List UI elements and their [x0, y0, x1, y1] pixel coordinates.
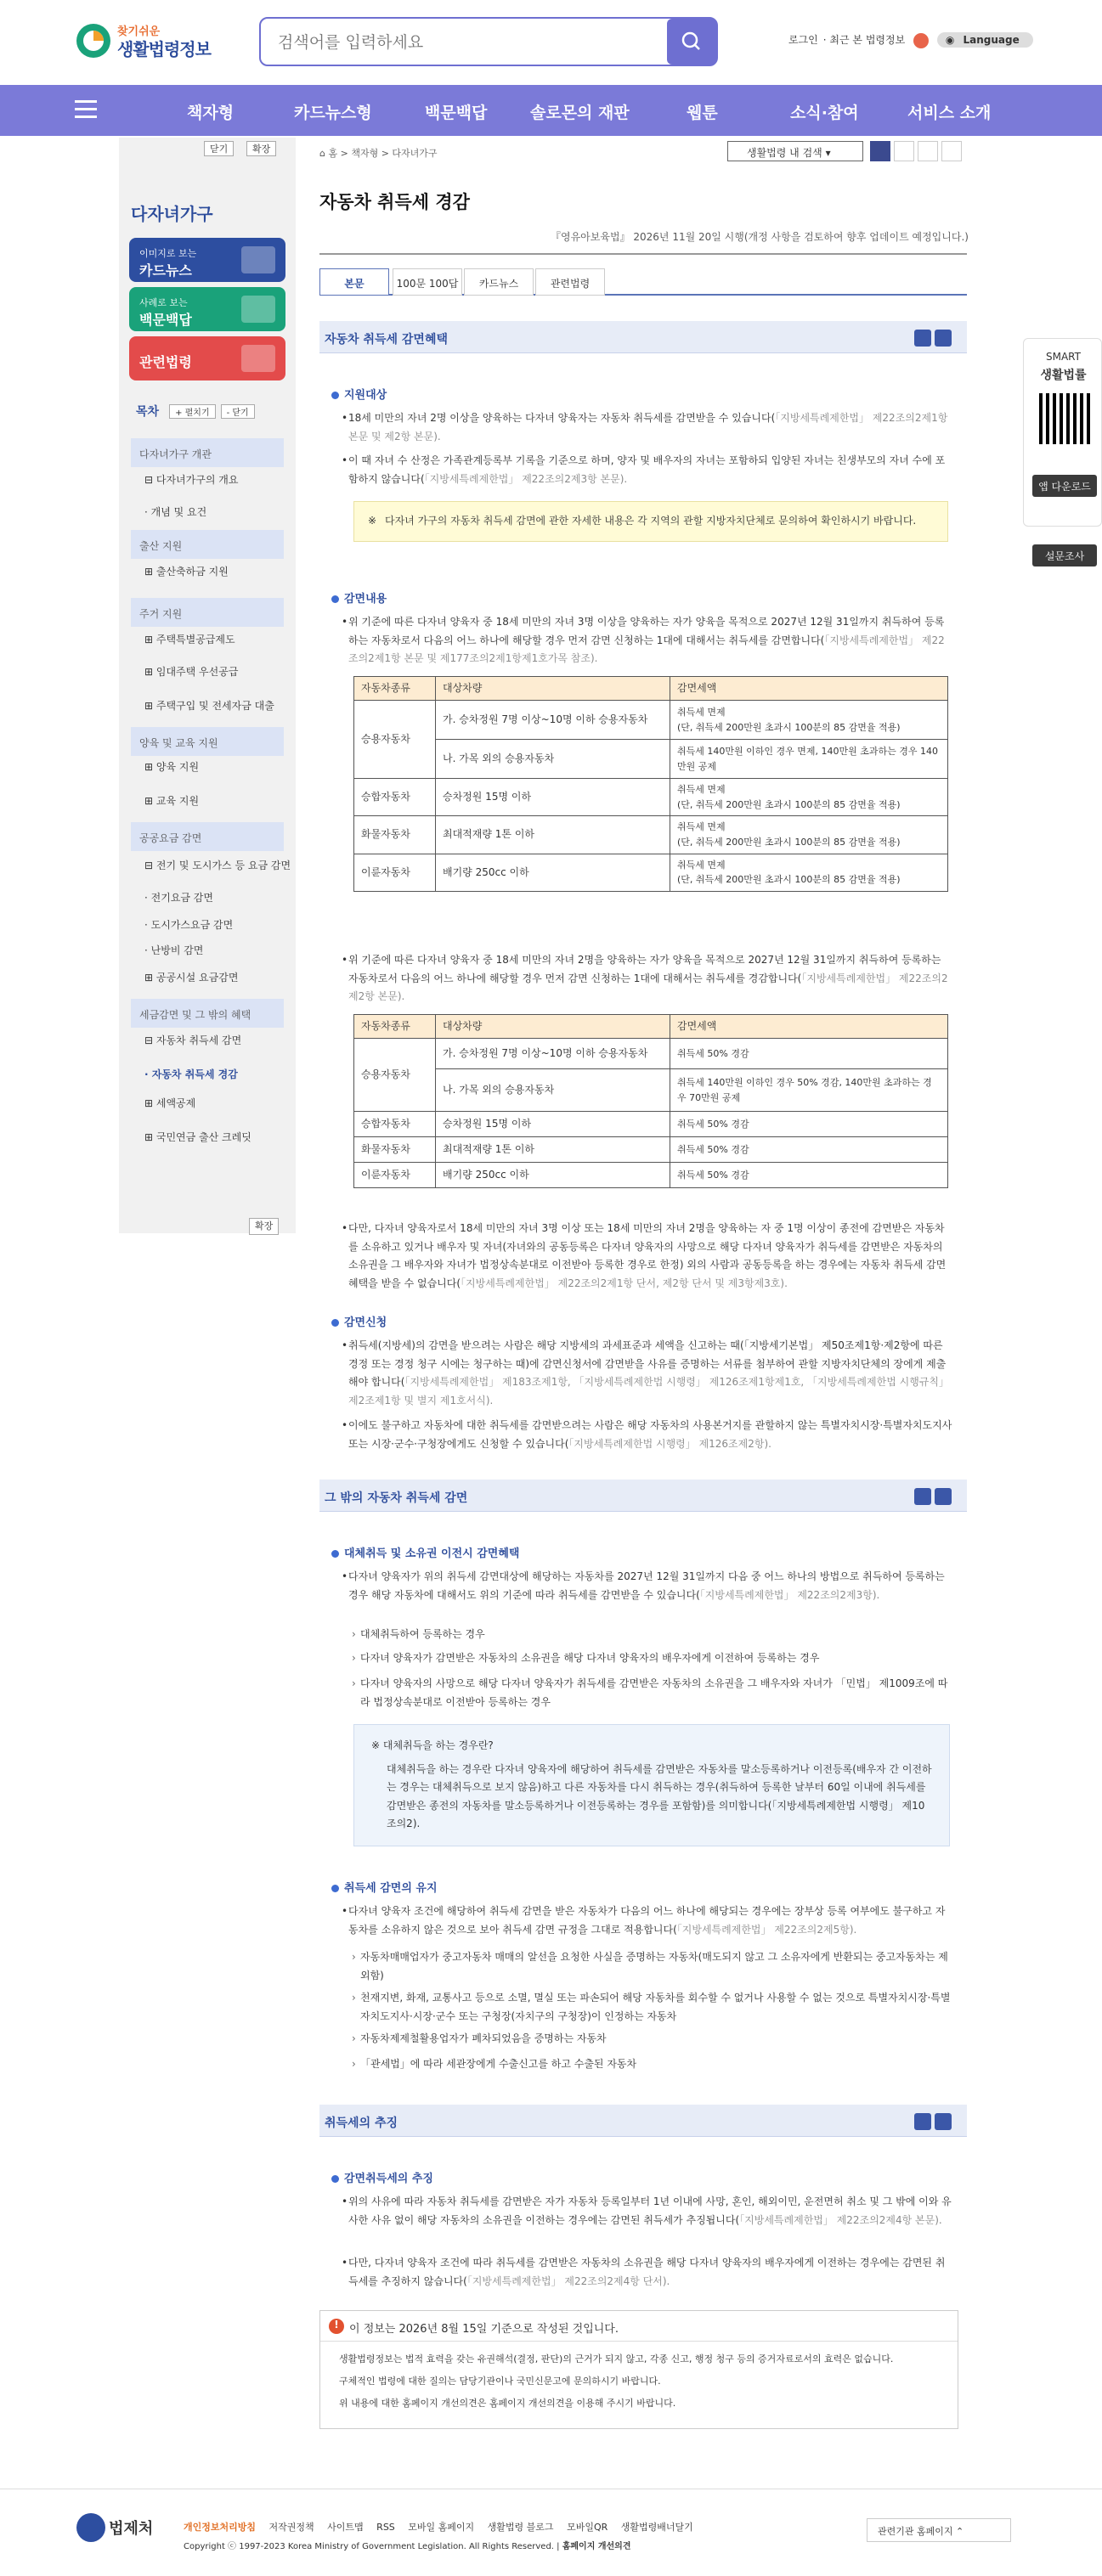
star-icon[interactable]	[935, 2113, 952, 2130]
recent-count-icon	[913, 33, 929, 48]
login-link[interactable]: 로그인	[788, 34, 818, 46]
toc-item[interactable]: · 전기요금 감면	[144, 892, 213, 904]
list-item: › 자동차제제철활용업자가 폐차되었음을 증명하는 자동차	[360, 2030, 953, 2049]
law-icon	[241, 345, 275, 372]
benefit-table-1: 자동차종류 대상차량 감면세액 승용자동차 가. 승차정원 7명 이상~10명 이하 승용자동차 취득세 면제 (단, 취득세 200만원 초과시 100분의 85 감면율 적용) 나. 가목 외의 승용자동차 취득세 140만원 이하인 경우 면제, 140만원 초과하는 경우 140만원 공제 승합자동차 승차정원 15명 이하 취득세 면제 (단, 취득세 200만원 초과시 100분의 85 감면율 적용) 화물자동차 최대적재량 1톤 이하 취득세 면제 (단, 취득세 200만원 초과시 100분의 85 감면율 적용) 이륜자동차 배기량 250cc 이하 취득세 면제 (단, 취득세 200만원 초과시 100분의 85 감면율 적용)	[353, 676, 948, 892]
paragraph: • 취득세(지방세)의 감면을 받으려는 사람은 해당 지방세의 과세표준과 세액을 신고하는 때(「지방세기본법」 제50조제1항·제2항에 따른 경정 또는 경정 청구 시에는 청구하는 때)에 감면신청서에 감면받을 사유를 증명하는 서류를 첨부하여 관할 지방자치단체의 장에게 제출해야 합니다(「지방세특례제한법」 제183조제1항, 「지방세특례제한법 시행령」 제126조제1항제1호, 「지방세특례제한법 시행규칙」 제2조제1항 및 별지 제1호서식).	[348, 1337, 953, 1410]
toc-item[interactable]: · 개념 및 요건	[144, 506, 207, 518]
search-button[interactable]	[667, 19, 716, 65]
nav-cardnews[interactable]: 카드뉴스형	[294, 104, 372, 122]
toc-item[interactable]: ⊞ 세액공제	[144, 1097, 196, 1109]
toc-close-button[interactable]: - 닫기	[221, 404, 255, 419]
nav-book[interactable]: 책자형	[187, 104, 235, 122]
header	[0, 0, 1102, 85]
logo-icon	[75, 22, 112, 59]
toc-item[interactable]: · 도시가스요금 감면	[144, 919, 234, 931]
feedback-link[interactable]: 홈페이지 개선의견	[562, 2542, 631, 2551]
subsection-title: 취득세 감면의 유지	[331, 1879, 438, 1895]
recent-link[interactable]: 최근 본 법령정보	[829, 34, 906, 46]
footer-link[interactable]: 모바일QR	[567, 2522, 608, 2533]
footer-link[interactable]: 모바일 홈페이지	[408, 2522, 475, 2533]
paragraph: • 다자녀 양육자가 위의 취득세 감면대상에 해당하는 자동차를 2027년 12월 31일까지 다음 중 어느 하나의 방법으로 취득하여 등록하는 경우 해당 자동차에 대해서도 위의 기준에 따라 취득세를 감면받을 수 있습니다(「지방세특례제한법」 제22조의2제3항).	[348, 1568, 953, 1604]
footer	[0, 2489, 1102, 2576]
menu-icon[interactable]	[75, 100, 97, 119]
subsection-title: 감면내용	[331, 589, 387, 606]
paragraph: • 다자녀 양육자 조건에 해당하여 취득세 감면을 받은 자동차가 다음의 어느 하나에 해당되는 경우에는 장부상 등록 여부에도 불구하고 자동차를 소유하지 않은 것으로 보아 취득세 감면 규정을 그대로 적용합니다(「지방세특례제한법」 제22조의2제5항).	[348, 1902, 953, 1939]
cardnews-card[interactable]: 이미지로 보는 카드뉴스	[129, 238, 285, 282]
share-icon[interactable]	[870, 141, 890, 161]
divider	[319, 253, 967, 255]
info-box: ! 이 정보는 2026년 8월 15일 기준으로 작성된 것입니다. 생활법령정보는 법적 효력을 갖는 유권해석(결정, 판단)의 근거가 되지 않고, 각종 신고, 행정 청구 등의 증거자료로서의 효력은 없습니다. 구체적인 법령에 대한 질의는 담당기관이나 국민신문고에 문의하시기 바랍니다. 위 내용에 대한 홈페이지 개선의견은 홈페이지 개선의견을 이용해 주시기 바랍니다.	[319, 2310, 958, 2429]
tab-related-law[interactable]: 관련법령	[535, 268, 605, 296]
tab-body[interactable]: 본문	[319, 268, 389, 296]
toc-section[interactable]: 출산 지원	[131, 530, 284, 559]
paragraph: • 이 때 자녀 수 산정은 가족관계등록부 기록을 기준으로 하며, 양자 및 배우자의 자녀는 포함하되 입양된 자녀는 친생부모의 자녀 수에 포함하지 않습니다(「지방세특례제한법」 제22조의2제3항 본문).	[348, 452, 953, 488]
list-item: › 천재지변, 화재, 교통사고 등으로 소멸, 멸실 또는 파손되어 해당 자동차를 회수할 수 없거나 사용할 수 없는 것으로 특별자치시장·특별자치도지사·시장·군수 또는 구청장(자치구의 구청장)이 인정하는 자동차	[360, 1989, 953, 2026]
tab-100qna[interactable]: 100문 100답	[393, 268, 462, 296]
paragraph: • 위의 사유에 따라 자동차 취득세를 감면받은 자가 자동차 등록일부터 1년 이내에 사망, 혼인, 해외이민, 운전면허 취소 및 그 밖에 이와 유사한 사유 없이 해당 자동차의 소유권을 이전하는 경우에는 감면된 취득세가 추징됩니다(「지방세특례제한법」 제22조의2제4항 본문).	[348, 2193, 953, 2229]
footer-link[interactable]: 저작권정책	[268, 2522, 314, 2533]
home-icon[interactable]: ⌂	[319, 148, 329, 159]
sidebar-expand-button[interactable]: 확장	[246, 141, 276, 156]
definition-box: ※ 대체취득을 하는 경우란? 대체취득을 하는 경우란 다자녀 양육자에 해당하여 취득세를 감면받은 자동차를 말소등록하거나 이전등록(배우자 간 이전하는 경우는 대체취득으로 보지 않음)하고 다른 자동차를 다시 취득하는 경우(취득하여 등록한 날부터 60일 이내에 취득세를 감면받은 종전의 자동차를 말소등록하거나 이전등록하는 경우를 포함함)를 의미합니다(「지방세특례제한법 시행령」 제10조의2).	[353, 1724, 950, 1846]
print-icon[interactable]	[918, 141, 938, 161]
paragraph: • 18세 미만의 자녀 2명 이상을 양육하는 다자녀 양육자는 자동차 취득세를 감면받을 수 있습니다(「지방세특례제한법」 제22조의2제1항 본문 및 제2항 본문).	[348, 409, 953, 446]
link-icon[interactable]	[914, 1488, 931, 1505]
toc-item[interactable]: ⊞ 공공시설 요금감면	[144, 972, 239, 984]
related-sites-select[interactable]: 관련기관 홈페이지 ⌃	[867, 2518, 1011, 2542]
survey-button[interactable]: 설문조사	[1032, 544, 1097, 566]
footer-logo: 법제처	[76, 2513, 153, 2542]
footer-link[interactable]: 개인정보처리방침	[184, 2522, 257, 2533]
toc-item[interactable]: ⊞ 국민연금 출산 크레딧	[144, 1131, 251, 1143]
list-item: › 다자녀 양육자가 감면받은 자동차의 소유권을 해당 다자녀 양육자의 배우자에게 이전하여 등록하는 경우	[360, 1649, 953, 1668]
footer-link[interactable]: 생활법령배너달기	[620, 2522, 693, 2533]
search-icon	[667, 19, 716, 65]
nav-qna[interactable]: 백문백답	[425, 104, 488, 122]
list-item: › 자동차매매업자가 중고자동차 매매의 알선을 요청한 사실을 증명하는 자동차(매도되지 않고 그 소유자에게 반환되는 중고자동차는 제외함)	[360, 1948, 953, 1985]
note-box: ※ 다자녀 가구의 자동차 취득세 감면에 관한 자세한 내용은 각 지역의 관할 지방자치단체로 문의하여 확인하시기 바랍니다.	[353, 501, 948, 542]
paragraph: • 이에도 불구하고 자동차에 대한 취득세를 감면받으려는 사람은 해당 자동차의 사용본거지를 관할하지 않는 특별자치시장·특별자치도지사 또는 시장·군수·구청장에게도 신청할 수 있습니다(「지방세특례제한법 시행령」 제126조제2항).	[348, 1417, 953, 1453]
toc-section[interactable]: 세금감면 및 그 밖의 혜택	[131, 999, 284, 1028]
list-item: › 다자녀 양육자의 사망으로 해당 다자녀 양육자가 취득세를 감면받은 자동차의 소유권을 그 배우자와 자녀가 「민법」 제1009조에 따라 법정상속분대로 이전받아 등록하는 경우	[360, 1675, 953, 1711]
bookmark-icon[interactable]	[941, 141, 962, 161]
related-law-card[interactable]: 관련법령	[129, 336, 285, 380]
benefit-table-2: 자동차종류 대상차량 감면세액 승용자동차 가. 승차정원 7명 이상~10명 이하 승용자동차 취득세 50% 경감 나. 가목 외의 승용자동차 취득세 140만원 이하인 경우 50% 경감, 140만원 초과하는 경우 70만원 공제 승합자동차 승차정원 15명 이하 취득세 50% 경감 화물자동차 최대적재량 1톤 이하 취득세 50% 경감 이륜자동차 배기량 250cc 이하 취득세 50% 경감	[353, 1014, 948, 1188]
toc-item[interactable]: ⊞ 양육 지원	[144, 761, 200, 773]
section-header: 자동차 취득세 감면혜택	[319, 321, 967, 353]
sidebar-bottom-expand-button[interactable]: 확장	[249, 1218, 279, 1235]
smart-panel: SMART 생활법률 앱 다운로드 설문조사	[1023, 338, 1102, 527]
paragraph: • 위 기준에 따른 다자녀 양육자 중 18세 미만의 자녀 3명 이상을 양육하는 자가 양육을 목적으로 2027년 12월 31일까지 취득하여 등록하는 자동차로서 다음의 어느 하나에 해당할 경우 먼저 감면 신청하는 1대에 대해서는 취득세를 감면합니다(「지방세특례제한법」 제22조의2제1항 본문 및 제177조의2제1항제1호가목 참조).	[348, 613, 953, 668]
info-icon: !	[329, 2319, 344, 2334]
nav-about[interactable]: 서비스 소개	[907, 104, 992, 122]
subsection-title: 지원대상	[331, 386, 387, 402]
star-icon[interactable]	[935, 1488, 952, 1505]
toc-section[interactable]: 다자녀가구 개관	[131, 438, 284, 467]
copyright: Copyright ⓒ 1997-2023 Korea Ministry of Government Legislation. All Rights Reserved. | 홈페이지 개선의견	[184, 2542, 631, 2551]
link-icon[interactable]	[914, 330, 931, 347]
qna-icon	[241, 296, 275, 323]
law-note: 『영유아보육법』 2026년 11월 20일 시행(개정 사항을 검토하여 향후 업데이트 예정입니다.)	[551, 231, 969, 243]
moleg-logo-icon	[76, 2513, 105, 2542]
toc-expand-button[interactable]: + 펼치기	[169, 404, 216, 419]
toc-item[interactable]: · 난방비 감면	[144, 944, 204, 956]
search-box	[259, 17, 718, 66]
paragraph: • 다만, 다자녀 양육자 조건에 따라 취득세를 감면받은 자동차의 소유권을 해당 다자녀 양육자의 배우자에게 이전하는 경우에는 감면된 취득세를 추징하지 않습니다(「지방세특례제한법」 제22조의2제4항 단서).	[348, 2254, 953, 2291]
qr-code-icon	[1039, 393, 1090, 444]
main-nav	[0, 85, 1102, 136]
search-input[interactable]	[278, 31, 652, 54]
paragraph: • 위 기준에 따른 다자녀 양육자 중 18세 미만의 자녀 2명을 양육하는 자가 양육을 목적으로 2027년 12월 31일까지 취득하여 등록하는 자동차로서 다음의 어느 하나에 해당할 경우 먼저 감면 신청하는 1대에 대해서는 취득세를 경감합니다(「지방세특례제한법」 제22조의2제2항 본문).	[348, 951, 953, 1006]
language-button[interactable]: ◉ Language	[937, 32, 1033, 48]
nav-solomon[interactable]: 솔로몬의 재판	[530, 104, 630, 122]
footer-links	[184, 2520, 704, 2534]
site-logo[interactable]: 찾기쉬운 생활법령정보	[75, 19, 219, 63]
list-item: › 「관세법」에 따라 세관장에게 수출신고를 하고 수출된 자동차	[360, 2055, 953, 2074]
toc-item[interactable]: ⊞ 주택구입 및 전세자금 대출	[144, 700, 274, 712]
toc-item[interactable]: ⊟ 전기 및 도시가스 등 요금 감면	[144, 860, 291, 871]
toc-section[interactable]: 양육 및 교육 지원	[131, 727, 284, 756]
footer-link[interactable]: RSS	[376, 2522, 395, 2533]
content-tabs	[319, 268, 967, 296]
paragraph: • 다만, 다자녀 양육자로서 18세 미만의 자녀 3명 이상 또는 18세 미만의 자녀 2명을 양육하는 자 중 1명 이상이 종전에 감면받은 자동차를 소유하고 있거나 배우자 및 자녀(자녀와의 공동등록은 다자녀 양육자의 사망으로 해당 다자녀 양육자가 취득세를 감면받은 자동차의 소유권을 그 배우자와 자녀가 법정상속분대로 이전받아 등록한 경우로 한정) 외의 사람과 공동등록을 하는 경우에는 자동차 취득세 감면혜택을 받을 수 없습니다(「지방세특례제한법」 제22조의2제1항 단서, 제2항 단서 및 제3항제3호).	[348, 1220, 953, 1293]
toc-section[interactable]: 공공요금 감면	[131, 822, 284, 851]
sidebar-title: 다자녀가구	[131, 204, 213, 224]
nav-news[interactable]: 소식·참여	[790, 104, 859, 122]
breadcrumb: ⌂ 홈 > 책자형 > 다자녀가구	[319, 148, 438, 159]
header-links: 로그인 · 최근 본 법령정보 ◉ Language	[788, 32, 1038, 48]
download-icon[interactable]	[894, 141, 914, 161]
star-icon[interactable]	[935, 330, 952, 347]
toc-item[interactable]: · 자동차 취득세 경감	[144, 1068, 238, 1080]
cardnews-icon	[241, 246, 275, 273]
toc-item[interactable]: ⊟ 자동차 취득세 감면	[144, 1034, 242, 1046]
toc-item[interactable]: ⊞ 임대주택 우선공급	[144, 666, 239, 678]
toc-section[interactable]: 주거 지원	[131, 598, 284, 627]
list-item: › 대체취득하여 등록하는 경우	[360, 1626, 953, 1644]
footer-link[interactable]: 생활법령 블로그	[487, 2522, 554, 2533]
subsection-title: 감면취득세의 추징	[331, 2169, 433, 2185]
qna-card[interactable]: 사례로 보는 백문백답	[129, 287, 285, 331]
section-header: 취득세의 추징	[319, 2105, 967, 2137]
sidebar-close-button[interactable]: 닫기	[204, 141, 234, 156]
footer-link[interactable]: 사이트맵	[327, 2522, 364, 2533]
toc-item[interactable]: ⊟ 다자녀가구의 개요	[144, 474, 239, 486]
law-search-select[interactable]: 생활법령 내 검색 ▾	[727, 141, 863, 161]
section-header: 그 밖의 자동차 취득세 감면	[319, 1480, 967, 1512]
subsection-title: 대체취득 및 소유권 이전시 감면혜택	[331, 1544, 519, 1560]
subsection-title: 감면신청	[331, 1313, 387, 1329]
page-title: 자동차 취득세 경감	[319, 192, 470, 212]
nav-webtoon[interactable]: 웹툰	[687, 104, 718, 122]
app-download-button[interactable]: 앱 다운로드	[1032, 475, 1097, 497]
toc-item[interactable]: ⊞ 출산축하금 지원	[144, 566, 229, 578]
globe-icon: ◉	[945, 34, 958, 46]
toc-item[interactable]: ⊞ 교육 지원	[144, 795, 200, 807]
toc-header: 목차 + 펼치기 - 닫기	[131, 403, 255, 420]
link-icon[interactable]	[914, 2113, 931, 2130]
toc-item[interactable]: ⊞ 주택특별공급제도	[144, 634, 235, 645]
tab-cardnews[interactable]: 카드뉴스	[464, 268, 534, 296]
